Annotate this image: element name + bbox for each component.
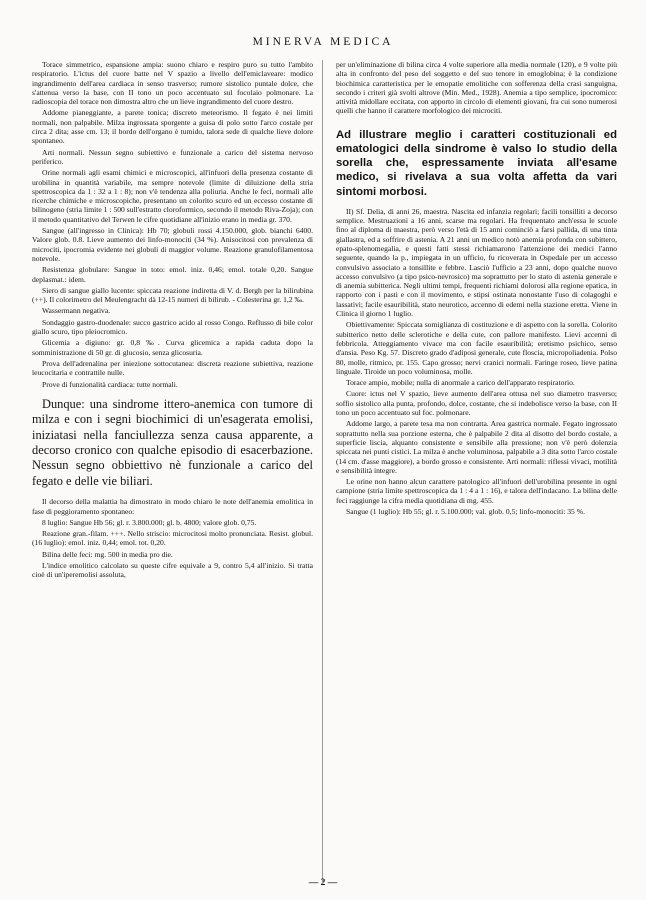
paragraph: Arti normali. Nessun segno subiettivo e funzionale a carico del sistema nervoso periferico.	[32, 147, 313, 166]
page-number: — 2 —	[308, 878, 338, 888]
paragraph: Sangue (1 luglio): Hb 55; gl. r. 5.100.000; val. glob. 0,5; linfo-monociti: 35 %.	[346, 507, 585, 516]
paragraph: Le orine non hanno alcun carattere patologico all'infuori dell'urobilina presente in ogni campione (stria limite spettroscopica da 1 : 4 a 1 : 16), e talora dell'indacano. La bilina delle feci raggiunge la cifra media quotidiana di mg. 455.	[336, 477, 617, 505]
paragraph: Addome largo, a parete tesa ma non contratta. Area gastrica normale. Fegato ingrossato soprattutto nella sua porzione esterna, che è palpabile 2 dita al disotto del bordo costale, a superficie liscia, alquanto consistente e sensibile alla pressione; non v'è però dolenzia spiccata nei punti cistici. La milza è anche voluminosa, palpabile a 3 dita sotto l'arco costale (14 cm. d'asse maggiore), a bordo grosso e consistente. Arti normali: riflessi vivaci, motilità e sensibilità integre.	[336, 419, 617, 475]
summary-paragraph: Dunque: una sindrome ittero-anemica con tumore di milza e con i segni biochimici di un'esagerata emolisi, iniziatasi nella fanciullezza senza causa apparente, a decorso cronico con qualche episodio di esacerbazione. Nessun segno obbiettivo nè funzionale a carico del fegato e delle vie biliari.	[32, 396, 313, 488]
paragraph: II) Sf. Delia, di anni 26, maestra. Nascita ed infanzia regolari; facili tonsilliti a decorso semplice. Mestruazioni a 16 anni, scarse ma regolari. Ha frequentato anch'essa le scuole fino al diploma di maestra, però verso l'età di 15 anni cominciò a farsi pallida, di una tinta giallastra, ed a soffrire di astenia. A 21 anni un medico notò anemia profonda con subittero, epato-splenomegalia, e questi fatti stessi richiamarono l'attenzione dei medici l'anno seguente, quando la p., impiegata in un ufficio, fu ricoverata in Ospedale per un accesso convulsivo associato a tonsillite e febbre. Lasciò l'ufficio a 23 anni, dopo qualche nuovo accesso convulsivo (a tipo psico-nevrosico) ma soprattutto per lo stato di astenia generale e di anemia subitterica. Negli ultimi tempi, frequenti richiami dolorosi alla regione epatica, in rapporto con i pasti e con il movimento, e stipsi ostinata nonostante l'uso di colagoghi e lassativi; facile esauribilità, stato neurotico, accenno di edemi nella stazione eretta. Viene in Clinica il giorno 1 luglio.	[336, 206, 617, 319]
paragraph: per un'eliminazione di bilina circa 4 volte superiore alla media normale (120), e 9 volte più alta in confronto del peso del soggetto e del suo tenore in emoglobina; è la condizione biochimica caratteristica per le emopatie emolitiche con sofferenza della crasi sanguigna, secondo i criteri già svolti altrove (Min. Med., 1928). Anemia a tipo semplice, ipocromico: attività midollare eccitata, con apporto in circolo di elementi giovani, fra cui sono numerosi quelli che hanno il carattere morfologico dei microciti.	[336, 60, 617, 116]
paragraph: Glicemia a digiuno: gr. 0,8 ‰. Curva glicemica a rapida caduta dopo la somministrazione di 50 gr. di glucosio, senza glicosuria.	[32, 338, 313, 357]
paragraph: Resistenza globulare: Sangue in toto: emol. iniz. 0,46; emol. totale 0,20. Sangue deplasmat.: idem.	[32, 265, 313, 284]
section-heading: Ad illustrare meglio i caratteri costituzionali ed ematologici della sindrome è valso lo studio della sorella che, espressamente inviata all'esame medico, si rivelava a sua volta affetta da vari sintomi morbosi.	[336, 128, 617, 198]
journal-header: MINERVA MEDICA	[252, 36, 394, 48]
paragraph: Sondaggio gastro-duodenale: succo gastrico acido al rosso Congo. Reflusso di bile color giallo scuro, tipo pleiocromico.	[32, 317, 313, 337]
paragraph: Orine normali agli esami chimici e microscopici, all'infuori della presenza costante di urobilina in quantità variabile, ma sempre notevole (limite di diluizione della stria spettroscopica da 1 : 32 a 1 : 8); non v'è tendenza alla poliuria. Anche le feci, normali alle ricerche chimiche e microscopiche, presentano un colorito scuro ed un eccesso costante di bilinogeno (stria limite 1 : 500 sull'estratto cloroformico, secondo il metodo Riva-Zoja); con il metodo quantitativo del Terwen le cifre quotidiane all'inizio erano in media gr. 370.	[32, 168, 313, 224]
paragraph: Torace simmetrico, espansione ampia: suono chiaro e respiro puro su tutto l'ambito respiratorio. L'ictus del cuore batte nel V spazio a livello dell'emiclaveare: modico ingrandimento dell'area cardiaca in senso trasverso; rumore sistolico puntale dolce, che s'attenua verso la base, con II tono un poco accentuato sul focolaio polmonare. La radioscopia del torace non dimostra altro che un lieve ingrandimento del cuore destro.	[32, 60, 313, 107]
right-column	[336, 60, 617, 518]
paragraph: Reazione gran.-filam. +++. Nello striscio: microcitosi molto pronunciata. Resist. globul. (16 luglio): emol. iniz. 0,44; emol. tot. 0,20.	[32, 529, 313, 548]
left-column	[32, 60, 313, 582]
paragraph: Prova dell'adrenalina per iniezione sottocutanea: discreta reazione subiettiva, reazione leucocitaria e contrattile nulle.	[32, 358, 313, 378]
paragraph: 8 luglio: Sangue Hb 56; gl. r. 3.800.000; gl. b. 4800; valore glob. 0,75.	[42, 517, 257, 527]
paragraph: Cuore: ictus nel V spazio, lieve aumento dell'area ottusa nel suo diametro trasverso; soffio sistolico alla punta, profondo, dolce, costante, che si indebolisce verso la base, con II tono un poco accentuato sul foc. polmonare.	[336, 389, 617, 418]
paragraph: Addome pianeggiante, a parete tonica; discreto meteorismo. Il fegato è nei limiti normali, non palpabile. Milza ingrossata sporgente a guisa di polo sotto l'arco costale per circa 2 dita; asse cm. 13; il bordo dell'organo è tumido, talora sede di qualche lieve dolore spontaneo.	[32, 108, 313, 146]
paragraph: Sangue (all'ingresso in Clinica): Hb 70; globuli rossi 4.150.000, glob. bianchi 6400. Valore glob. 0.8. Lieve aumento dei linfo-monociti (34 %). Anisocitosi con prevalenza di microciti, ipocromia evidente nei globuli di maggior volume. Reazione granulofilamentosa notevole.	[32, 226, 313, 263]
paragraph: Bilina delle feci: mg. 500 in media pro die.	[42, 549, 173, 559]
paragraph: Obiettivamente: Spiccata somiglianza di costituzione e di aspetto con la sorella. Colorito subitterico netto delle sclerotiche e della cute, con pallore manifesto. Lievi accenni di febbricola. Atteggiamento vivace ma con facile esauribilità; eretismo psichico, senso d'ansia. Peso Kg. 57. Discreto grado d'adiposi generale, cute floscia, micropoliadenia. Polso 80, molle, ritmico, pr. 155. Capo grosso; nervi cranici normali. Faringe roseo, lieve patina linguale. Tiroide un poco voluminosa, molle.	[336, 320, 617, 376]
paragraph: Il decorso della malattia ha dimostrato in modo chiaro le note dell'anemia emolitica in fase di peggioramento spontaneo:	[32, 497, 313, 516]
paragraph: Siero di sangue giallo lucente: spiccata reazione indiretta di V. d. Bergh per la bilirubina (++). Il colorimetro del Meulengracht dà 12-15 numeri di bilirub. - Colesterina gr. 1,2 ‰.	[32, 285, 313, 305]
paragraph: Wassermann negativa.	[42, 306, 111, 316]
paragraph: L'indice emolitico calcolato su queste cifre equivale a 9, contro 5,4 all'inizio. Si tratta cioè di un'iperemolisi assoluta,	[32, 561, 313, 580]
paragraph: Torace ampio, mobile; nulla di anormale a carico dell'apparato respiratorio.	[346, 378, 575, 388]
paragraph: Prove di funzionalità cardiaca: tutte normali.	[42, 379, 178, 389]
column-divider	[322, 60, 323, 882]
